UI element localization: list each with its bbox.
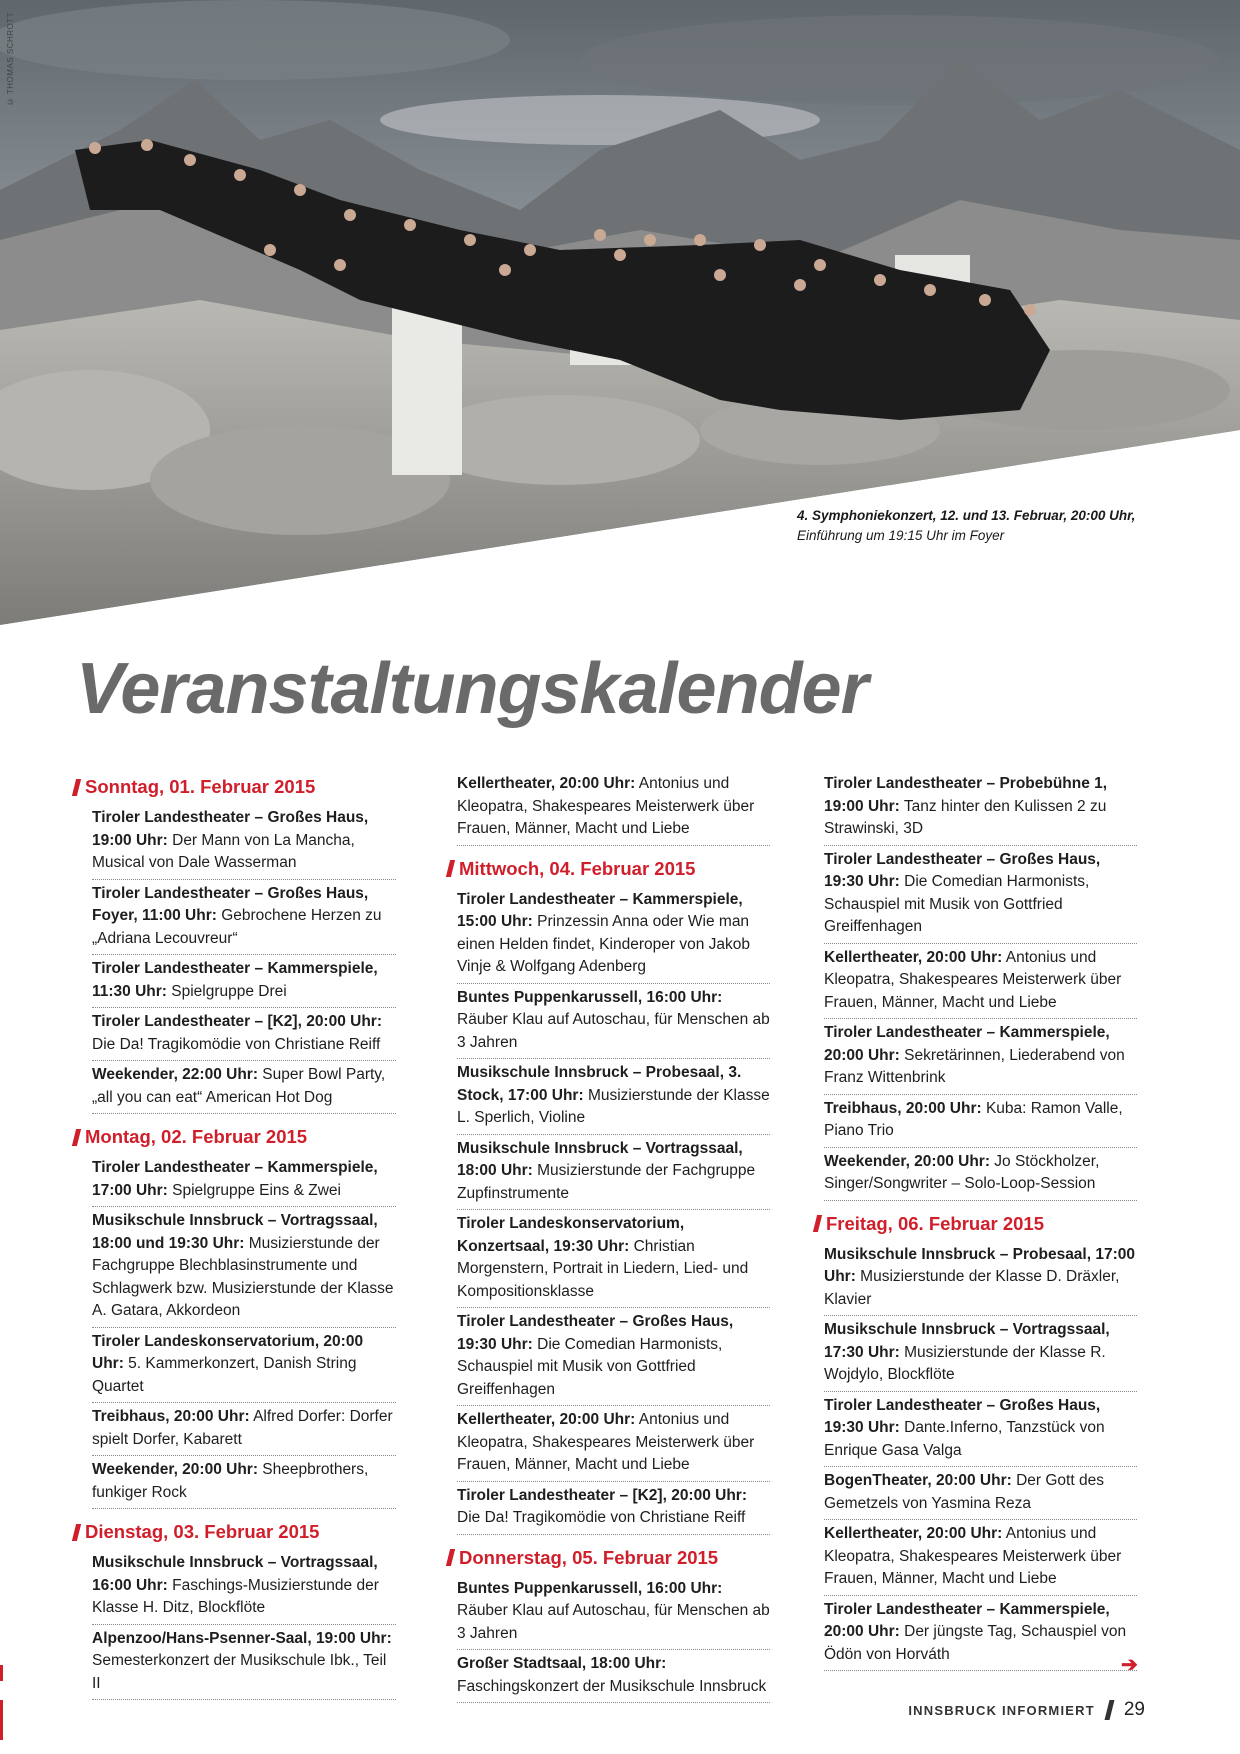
event-venue-time: Tiroler Landestheater – Kammerspiele, 20:00 Uhr: (824, 1024, 1110, 1064)
event-description: Musizierstunde der Fachgruppe Blechblasinstrumente und Schlagwerk bzw. Musizierstunde der Klasse A. Gatara, Akkordeon (92, 1234, 394, 1319)
event-venue-time: Tiroler Landestheater – Großes Haus, 19:00 Uhr: (92, 809, 369, 849)
event-entry (92, 1403, 396, 1456)
event-entry (92, 804, 396, 880)
event-entry (457, 1482, 770, 1535)
calendar-column-3 (815, 770, 1137, 1671)
event-description: 5. Kammerkonzert, Danish String Quartet (92, 1355, 357, 1395)
day-label: Sonntag, 01. Februar 2015 (85, 776, 316, 797)
event-entry (92, 1008, 396, 1061)
event-entry (824, 944, 1137, 1020)
page-footer (908, 1699, 1145, 1721)
event-description: Gebrochene Herzen zu „Adriana Lecouvreur“ (92, 907, 382, 947)
event-entry (824, 846, 1137, 944)
event-entry (824, 1148, 1137, 1201)
event-entry (92, 1456, 396, 1509)
event-entry (92, 955, 396, 1008)
event-description: Der Mann von La Mancha, Musical von Dale Wasserman (92, 831, 355, 871)
event-venue-time: Tiroler Landestheater – [K2], 20:00 Uhr: (92, 1013, 382, 1030)
event-entry (824, 1241, 1137, 1317)
event-description: Musizierstunde der Klasse D. Dräxler, Klavier (824, 1268, 1120, 1308)
event-venue-time: Musikschule Innsbruck – Probesaal, 17:00 Uhr: (824, 1245, 1135, 1285)
event-entry (457, 1575, 770, 1651)
event-venue-time: Musikschule Innsbruck – Vortragssaal, 17:30 Uhr: (824, 1321, 1110, 1361)
event-description: Räuber Klau auf Autoschau, für Menschen ab 3 Jahren (457, 1602, 770, 1642)
day-label: Donnerstag, 05. Februar 2015 (459, 1546, 719, 1568)
calendar-column-1 (74, 770, 396, 1700)
event-venue-time: Musikschule Innsbruck – Probesaal, 3. Stock, 17:00 Uhr: (457, 1064, 742, 1104)
event-venue-time: Treibhaus, 20:00 Uhr: (92, 1408, 250, 1425)
event-venue-time: Buntes Puppenkarussell, 16:00 Uhr: (457, 1579, 723, 1597)
event-venue-time: Weekender, 20:00 Uhr: (824, 1152, 990, 1170)
caption-line-1: 4. Symphoniekonzert, 12. und 13. Februar, 20:00 Uhr, (797, 508, 1136, 523)
event-venue-time: Tiroler Landestheater – Großes Haus, Foyer, 11:00 Uhr: (92, 884, 369, 924)
event-description: Semesterkonzert der Musikschule Ibk., Teil II (92, 1652, 387, 1692)
event-entry (824, 1392, 1137, 1468)
event-description: Die Comedian Harmonists, Schauspiel mit Musik von Gottfried Greiffenhagen (457, 1335, 723, 1398)
event-description: Spielgruppe Drei (166, 982, 287, 1000)
event-entry (92, 1207, 396, 1328)
event-description: Super Bowl Party, „all you can eat“ American Hot Dog (92, 1066, 386, 1106)
event-venue-time: Kellertheater, 20:00 Uhr: (824, 948, 1003, 966)
calendar-column-2 (448, 770, 770, 1703)
footer-slash (1104, 1700, 1114, 1720)
event-venue-time: Tiroler Landestheater – Großes Haus, 19:30 Uhr: (824, 1396, 1101, 1436)
event-venue-time: Tiroler Landestheater – Kammerspiele, 11:30 Uhr: (92, 960, 378, 1000)
event-entry (457, 1210, 770, 1308)
event-venue-time: Buntes Puppenkarussell, 16:00 Uhr: (457, 988, 723, 1006)
event-description: Faschingskonzert der Musikschule Innsbruck (457, 1677, 767, 1695)
event-description: Spielgruppe Eins & Zwei (167, 1181, 341, 1199)
event-entry (824, 770, 1137, 846)
day-label: Dienstag, 03. Februar 2015 (85, 1521, 320, 1542)
day-marker (446, 860, 455, 877)
event-description: Musizierstunde der Klasse R. Wojdylo, Blockflöte (824, 1343, 1106, 1383)
event-entry (457, 1308, 770, 1406)
page-title: Veranstaltungskalender (76, 649, 868, 729)
photo-credit: © THOMAS SCHROTT (6, 12, 15, 107)
day-heading (448, 1547, 770, 1569)
event-venue-time: Kellertheater, 20:00 Uhr: (457, 1411, 636, 1428)
page-number: 29 (1123, 1699, 1145, 1720)
day-heading (74, 1126, 396, 1148)
event-entry (457, 1135, 770, 1211)
event-entry (824, 1520, 1137, 1596)
day-marker (813, 1215, 822, 1232)
event-entry (92, 1625, 396, 1701)
day-marker (72, 1129, 81, 1146)
day-heading (74, 776, 396, 798)
event-description: Prinzessin Anna oder Wie man einen Helden findet, Kinderoper von Jakob Vinje & Wolfgang Adenberg (457, 913, 750, 975)
event-description: Antonius und Kleopatra, Shakespeares Meisterwerk über Frauen, Männer, Macht und Liebe (824, 1525, 1122, 1587)
event-description: Christian Morgenstern, Portrait in Liedern, Lied- und Kompositionsklasse (457, 1237, 749, 1300)
day-marker (72, 779, 81, 796)
event-entry (824, 1095, 1137, 1148)
event-entry (457, 886, 770, 984)
event-venue-time: Großer Stadtsaal, 18:00 Uhr: (457, 1655, 667, 1672)
event-description: Faschings-Musizierstunde der Klasse H. Ditz, Blockflöte (92, 1576, 379, 1616)
event-description: Sheepbrothers, funkiger Rock (92, 1461, 369, 1501)
day-label: Freitag, 06. Februar 2015 (826, 1212, 1044, 1234)
event-description: Musizierstunde der Fachgruppe Zupfinstrumente (457, 1162, 756, 1202)
event-entry (92, 1549, 396, 1625)
event-venue-time: Alpenzoo/Hans-Psenner-Saal, 19:00 Uhr: (92, 1629, 392, 1647)
event-venue-time: Tiroler Landeskonservatorium, Konzertsaal, 19:30 Uhr: (457, 1215, 685, 1255)
day-heading (815, 1213, 1137, 1235)
event-description: Antonius und Kleopatra, Shakespeares Meisterwerk über Frauen, Männer, Macht und Liebe (457, 775, 755, 837)
event-description: Kuba: Ramon Valle, Piano Trio (824, 1099, 1123, 1139)
event-venue-time: Tiroler Landestheater – Probebühne 1, 19:00 Uhr: (824, 775, 1108, 815)
event-entry (457, 770, 770, 846)
event-description: Der jüngste Tag, Schauspiel von Ödön von Horváth (824, 1623, 1127, 1663)
event-description: Tanz hinter den Kulissen 2 zu Strawinski, 3D (824, 797, 1107, 837)
event-description: Antonius und Kleopatra, Shakespeares Meisterwerk über Frauen, Männer, Macht und Liebe (457, 1411, 755, 1473)
event-description: Der Gott des Gemetzels von Yasmina Reza (824, 1472, 1104, 1512)
event-entry (457, 984, 770, 1060)
event-description: Dante.Inferno, Tanzstück von Enrique Gasa Valga (824, 1419, 1105, 1459)
event-description: Jo Stöckholzer, Singer/Songwriter – Solo-Loop-Session (824, 1152, 1100, 1192)
event-description: Die Comedian Harmonists, Schauspiel mit Musik von Gottfried Greiffenhagen (824, 873, 1090, 935)
photo-caption (797, 506, 1217, 546)
event-entry (457, 1650, 770, 1703)
event-venue-time: Tiroler Landestheater – [K2], 20:00 Uhr: (457, 1486, 747, 1504)
day-heading (74, 1521, 396, 1543)
event-entry (824, 1316, 1137, 1392)
event-description: Sekretärinnen, Liederabend von Franz Wittenbrink (824, 1046, 1125, 1086)
day-heading (448, 858, 770, 880)
caption-line-2: Einführung um 19:15 Uhr im Foyer (797, 528, 1005, 543)
event-entry (92, 1328, 396, 1404)
arrow-right-icon: ➔ (1121, 1654, 1138, 1676)
event-entry (824, 1596, 1137, 1672)
day-label: Mittwoch, 04. Februar 2015 (459, 857, 696, 879)
event-venue-time: Musikschule Innsbruck – Vortragssaal, 18:00 und 19:30 Uhr: (92, 1212, 378, 1252)
day-marker (446, 1549, 455, 1566)
event-venue-time: Kellertheater, 20:00 Uhr: (457, 775, 636, 792)
event-description: Musizierstunde der Klasse L. Sperlich, Violine (457, 1086, 770, 1126)
event-venue-time: BogenTheater, 20:00 Uhr: (824, 1472, 1012, 1489)
event-venue-time: Tiroler Landestheater – Kammerspiele, 15:00 Uhr: (457, 890, 743, 930)
event-entry (457, 1059, 770, 1135)
event-entry (92, 1154, 396, 1207)
event-description: Die Da! Tragikomödie von Christiane Reiff (92, 1035, 381, 1053)
event-description: Die Da! Tragikomödie von Christiane Reiff (457, 1509, 746, 1526)
event-description: Antonius und Kleopatra, Shakespeares Meisterwerk über Frauen, Männer, Macht und Liebe (824, 948, 1122, 1011)
event-entry (92, 880, 396, 956)
event-description: Alfred Dorfer: Dorfer spielt Dorfer, Kabarett (92, 1408, 393, 1448)
event-venue-time: Tiroler Landestheater – Großes Haus, 19:30 Uhr: (457, 1313, 734, 1353)
event-venue-time: Tiroler Landeskonservatorium, 20:00 Uhr: (92, 1332, 364, 1372)
edge-mark (0, 1665, 3, 1681)
day-marker (72, 1524, 81, 1541)
event-venue-time: Tiroler Landestheater – Kammerspiele, 20:00 Uhr: (824, 1600, 1110, 1640)
event-entry (92, 1061, 396, 1114)
event-venue-time: Weekender, 20:00 Uhr: (92, 1461, 258, 1478)
event-venue-time: Kellertheater, 20:00 Uhr: (824, 1525, 1003, 1542)
event-entry (457, 1406, 770, 1482)
event-venue-time: Weekender, 22:00 Uhr: (92, 1066, 258, 1083)
event-description: Räuber Klau auf Autoschau, für Menschen ab 3 Jahren (457, 1011, 770, 1051)
event-venue-time: Musikschule Innsbruck – Vortragssaal, 18:00 Uhr: (457, 1139, 743, 1179)
event-venue-time: Tiroler Landestheater – Großes Haus, 19:30 Uhr: (824, 850, 1101, 890)
event-entry (824, 1019, 1137, 1095)
event-venue-time: Treibhaus, 20:00 Uhr: (824, 1099, 982, 1117)
day-label: Montag, 02. Februar 2015 (85, 1126, 308, 1147)
edge-mark (0, 1700, 3, 1740)
event-entry (824, 1467, 1137, 1520)
event-venue-time: Musikschule Innsbruck – Vortragssaal, 16:00 Uhr: (92, 1554, 378, 1594)
publication-name: INNSBRUCK INFORMIERT (908, 1702, 1095, 1718)
event-venue-time: Tiroler Landestheater – Kammerspiele, 17:00 Uhr: (92, 1159, 378, 1199)
